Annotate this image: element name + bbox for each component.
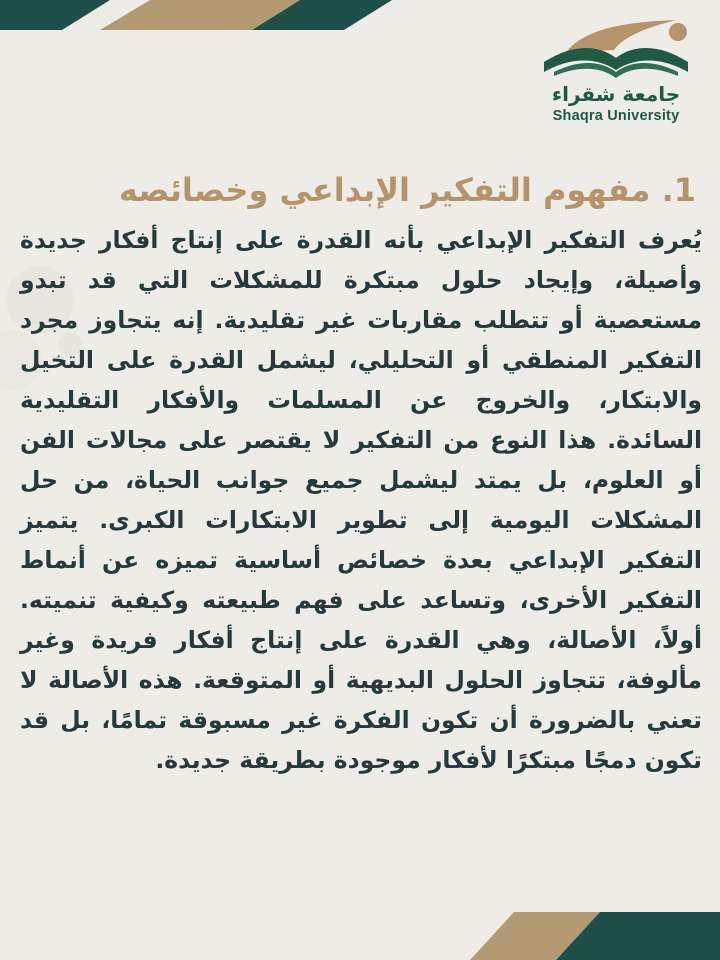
university-name-english: Shaqra University (552, 108, 680, 124)
top-stripe-dark (0, 0, 110, 30)
section-title: 1. مفهوم التفكير الإبداعي وخصائصه (118, 171, 696, 209)
body-paragraph: يُعرف التفكير الإبداعي بأنه القدرة على إنتاج أفكار جديدة وأصيلة، وإيجاد حلول مبتكرة للمشكلات التي قد تبدو مستعصية أو تتطلب مقاربات غير تقليدية. إنه يتجاوز مجرد التفكير المنطقي أو التحليلي، ليشمل القدرة على التخيل والابتكار، والخروج عن المسلمات والأفكار التقليدية السائدة. هذا النوع من التفكير لا يقتصر على مجالات الفن أو العلوم، بل يمتد ليشمل جميع جوانب الحياة، من حل المشكلات اليومية إلى تطوير الابتكارات الكبرى. يتميز التفكير الإبداعي بعدة خصائص أساسية تميزه عن أنماط التفكير الأخرى، وتساعد على فهم طبيعته وكيفية تنميته. أولاً، الأصالة، وهي القدرة على إنتاج أفكار فريدة وغير مألوفة، تتجاوز الحلول البديهية أو المتوقعة. هذه الأصالة لا تعني بالضرورة أن تكون الفكرة غير مسبوقة تمامًا، بل قد تكون دمجًا مبتكرًا لأفكار موجودة بطريقة جديدة. (20, 226, 702, 774)
university-name-arabic: جامعة شقراء (551, 82, 681, 106)
book-emblem-icon (526, 14, 706, 84)
university-logo (526, 14, 706, 124)
